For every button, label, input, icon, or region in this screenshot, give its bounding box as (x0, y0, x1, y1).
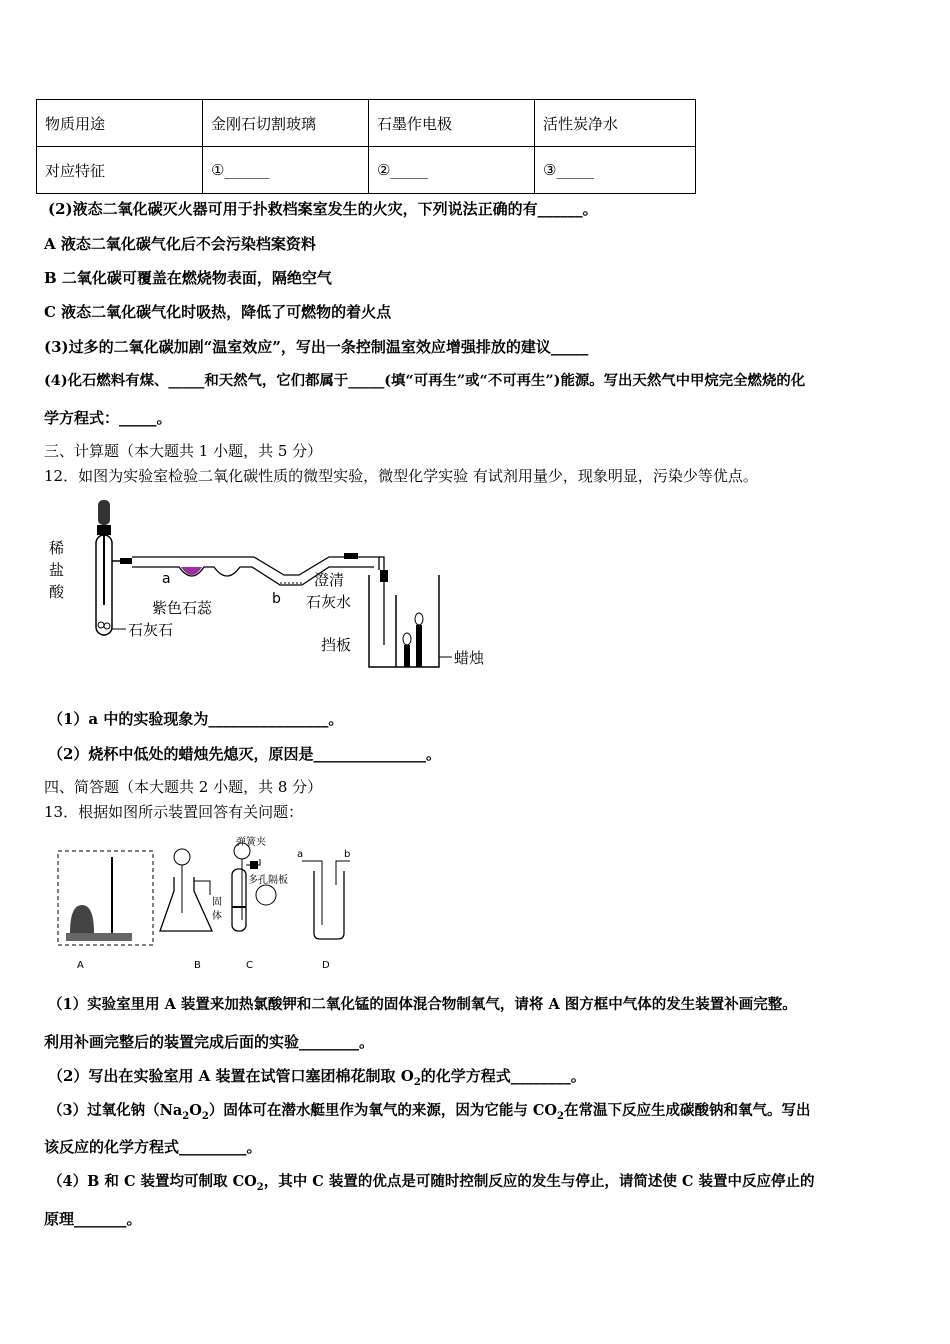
q13-sub4-subscript: 2 (256, 1181, 264, 1193)
stand-base (66, 933, 132, 941)
outlet-tube-d (336, 861, 350, 885)
gas-bottle (314, 871, 344, 939)
apparatus-figure (52, 835, 362, 975)
rubber-joint (120, 558, 132, 564)
table-cell: ①______ (203, 147, 369, 194)
table-row (37, 147, 696, 194)
label-a: a (162, 571, 171, 587)
table-cell: ③_____ (535, 147, 696, 194)
label-candle: 蜡烛 (454, 649, 485, 667)
q13-sub4-text-2: ，其中 C 装置的优点是可随时控制反应的发生与停止，请简述使 C 装置中反应停止的 (263, 1173, 815, 1190)
q13-sub2-text: （2）写出在实验室用 A 装置在试管口塞团棉花制取 O (48, 1067, 414, 1085)
limestone-pebble (98, 622, 104, 628)
q11-option-c: C 液态二氧化碳气化时吸热，降低了可燃物的着火点 (44, 303, 392, 321)
q13-sub3-text-4: 在常温下反应生成碳酸钠和氧气。写出 (564, 1102, 811, 1119)
table-cell: 石墨作电极 (369, 100, 535, 147)
q13-stem: 13．根据如图所示装置回答有关问题： (44, 803, 304, 821)
q11-part4-cont: 学方程式：_____。 (44, 409, 172, 427)
q11-part2: (2)液态二氧化碳灭火器可用于扑救档案室发生的火灾，下列说法正确的有______。 (48, 200, 598, 218)
usage-table (36, 99, 696, 194)
q13-sub3-subscript: 2 (182, 1110, 190, 1122)
q13-sub3-text: （3）过氧化钠（Na (48, 1102, 183, 1119)
label-apparatus-c: C (246, 960, 253, 971)
co2-micro-experiment-figure (44, 495, 504, 680)
q11-option-a: A 液态二氧化碳气化后不会污染档案资料 (44, 235, 316, 253)
q13-sub4 (48, 1172, 815, 1198)
spring-clip (250, 861, 258, 869)
q13-sub1-cont: 利用补画完整后的装置完成后面的实验________。 (44, 1033, 375, 1051)
table-cell: 物质用途 (37, 100, 203, 147)
section4-title: 四、简答题（本大题共 2 小题，共 8 分） (44, 778, 323, 796)
label-limewater-1: 澄清 (314, 571, 345, 589)
label-litmus: 紫色石蕊 (152, 599, 213, 617)
table-row (37, 100, 696, 147)
q13-sub2 (48, 1066, 586, 1093)
label-acid-2: 盐 (49, 561, 65, 579)
label-apparatus-d: D (322, 960, 330, 971)
q13-sub4-text: （4）B 和 C 装置均可制取 CO (48, 1173, 257, 1190)
label-porous-plate: 多孔隔板 (248, 875, 288, 886)
q13-sub3-subscript-2: 2 (201, 1110, 209, 1122)
label-d-b: b (344, 849, 351, 860)
label-d-a: a (297, 849, 304, 860)
q13-sub2-subscript: 2 (413, 1077, 421, 1088)
alcohol-lamp (70, 905, 94, 933)
stopper (97, 525, 111, 535)
candle-high (416, 625, 422, 667)
limestone-pebble (104, 623, 110, 629)
q13-sub3-text-2: O (189, 1102, 202, 1119)
label-limestone: 石灰石 (128, 621, 174, 639)
flame-high (415, 613, 423, 625)
section3-title: 三、计算题（本大题共 1 小题，共 5 分） (44, 442, 323, 460)
q13-sub4-cont: 原理_______。 (44, 1210, 142, 1228)
q13-sub3-cont: 该反应的化学方程式_________。 (44, 1138, 262, 1156)
porous-plate-detail (256, 885, 276, 905)
conical-flask (160, 877, 212, 931)
q12-stem: 12．如图为实验室检验二氧化碳性质的微型实验，微型化学实验 有试剂用量少，现象明显，污染少等优点。 (44, 467, 758, 485)
rubber-joint-3 (380, 570, 388, 582)
label-limewater-2: 石灰水 (306, 593, 352, 611)
label-b: b (272, 591, 281, 607)
label-acid-3: 酸 (49, 583, 65, 601)
outlet-tube (194, 881, 210, 895)
label-spring-clip: 弹簧夹 (236, 837, 266, 848)
table-cell: ②_____ (369, 147, 535, 194)
candle-low (404, 645, 410, 667)
label-solid-2: 体 (212, 911, 222, 922)
label-solid-1: 固 (212, 897, 222, 908)
table-cell: 活性炭净水 (535, 100, 696, 147)
q13-sub2-text-2: 的化学方程式________。 (420, 1067, 586, 1085)
table-cell: 金刚石切割玻璃 (203, 100, 369, 147)
funnel-bulb (174, 849, 190, 865)
q13-sub1: （1）实验室里用 A 装置来加热氯酸钾和二氧化锰的固体混合物制氧气，请将 A 图方框中气体的发生装置补画完整。 (48, 996, 797, 1013)
q12-sub2: （2）烧杯中低处的蜡烛先熄灭，原因是_______________。 (48, 745, 441, 763)
q13-sub3-text-3: ）固体可在潜水艇里作为氧气的来源，因为它能与 CO (208, 1102, 558, 1119)
inlet-tube (302, 861, 322, 925)
q11-part3: (3)过多的二氧化碳加剧“温室效应”，写出一条控制温室效应增强排放的建议_____ (44, 338, 589, 356)
q11-part4: (4)化石燃料有煤、_____和天然气，它们都属于_____(填“可再生”或“不可再生”)能源。写出天然气中甲烷完全燃烧的化 (44, 372, 806, 389)
q12-sub1: （1）a 中的实验现象为________________。 (48, 710, 344, 728)
table-cell: 对应特征 (37, 147, 203, 194)
label-apparatus-b: B (194, 960, 201, 971)
dropper-bulb (98, 500, 110, 525)
q13-sub3 (48, 1101, 811, 1127)
test-tube-c (232, 869, 246, 931)
flame-low (403, 633, 411, 645)
rubber-joint-2 (344, 553, 358, 559)
q13-sub3-subscript-3: 2 (557, 1110, 565, 1122)
label-acid-1: 稀 (49, 539, 65, 557)
label-apparatus-a: A (77, 960, 84, 971)
q11-option-b: B 二氧化碳可覆盖在燃烧物表面，隔绝空气 (44, 269, 332, 287)
label-baffle: 挡板 (321, 636, 352, 654)
